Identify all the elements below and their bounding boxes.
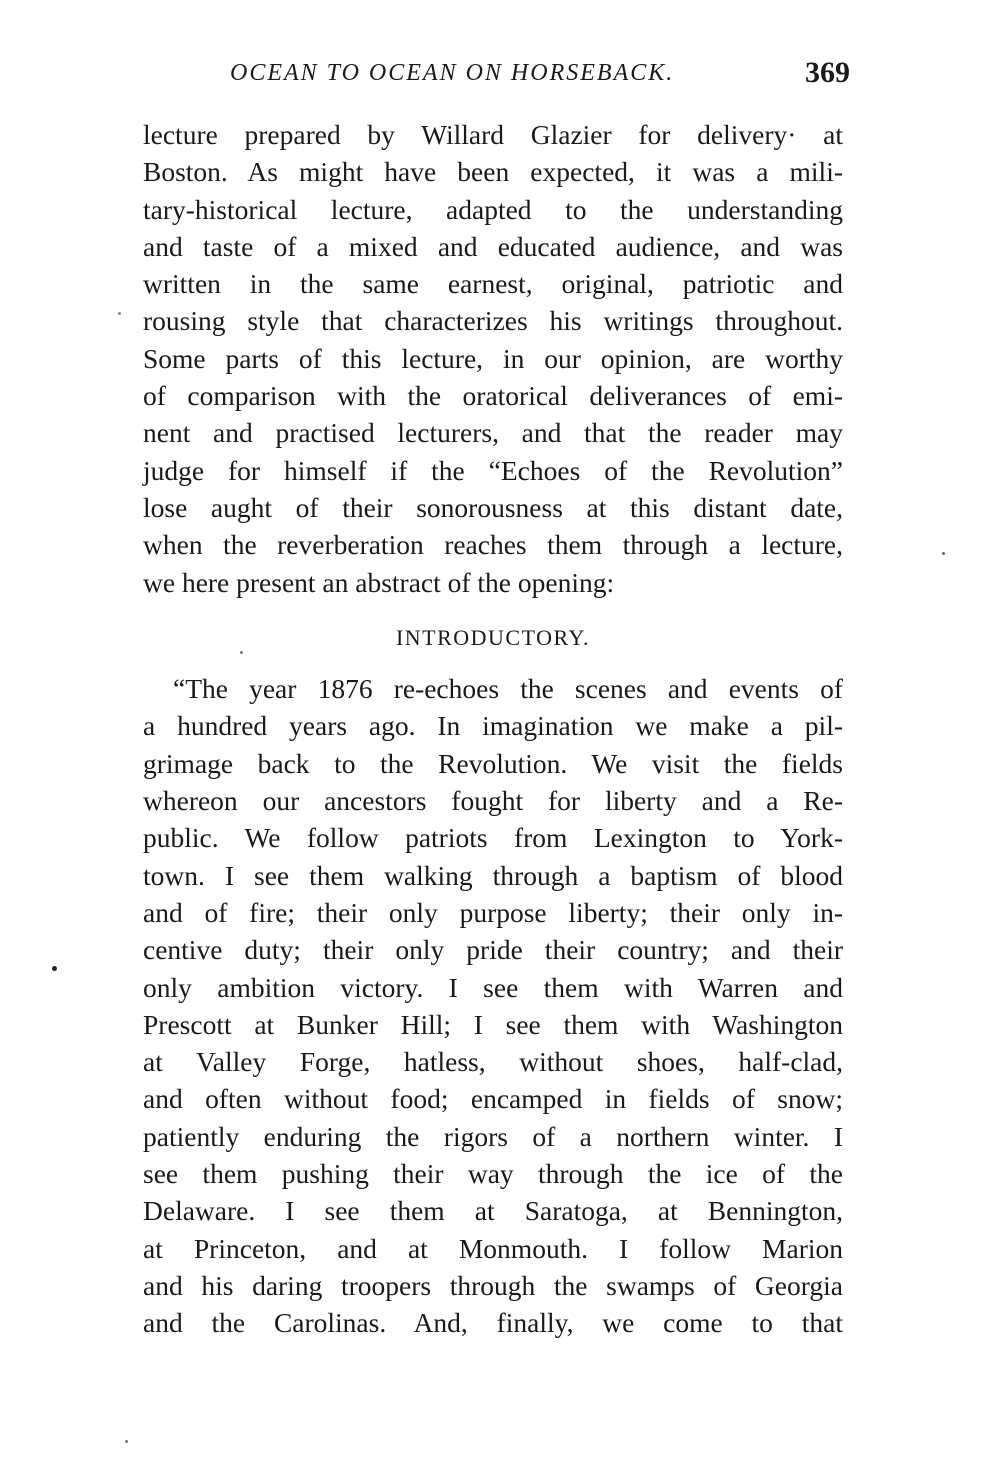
body-text <box>143 116 843 1342</box>
text-line: and taste of a mixed and educated audience, and was <box>143 230 843 262</box>
text-line: Boston. As might have been expected, it was a mili- <box>143 156 843 188</box>
section-heading: INTRODUCTORY. <box>395 624 591 650</box>
scan-speck <box>240 651 243 654</box>
text-line: Delaware. I see them at Saratoga, at Bennington, <box>143 1195 843 1227</box>
scan-speck <box>52 966 57 971</box>
text-line: nent and practised lecturers, and that the reader may <box>143 417 843 449</box>
text-line: “The year 1876 re-echoes the scenes and events of <box>173 673 843 705</box>
text-line: patiently enduring the rigors of a northern winter. I <box>143 1120 843 1152</box>
scan-speck <box>118 312 121 315</box>
page-number: 369 <box>805 56 850 89</box>
text-line: Prescott at Bunker Hill; I see them with Washington <box>143 1008 843 1040</box>
scan-speck <box>942 552 945 555</box>
text-line: and often without food; encamped in fields of snow; <box>143 1083 843 1115</box>
text-line: and the Carolinas. And, finally, we come to that <box>143 1307 843 1339</box>
text-line: and his daring troopers through the swamps of Georgia <box>143 1269 843 1301</box>
text-line: tary-historical lecture, adapted to the understanding <box>143 193 843 225</box>
paragraph-1 <box>143 116 843 601</box>
page-header <box>230 56 850 96</box>
text-line: see them pushing their way through the ice of the <box>143 1158 843 1190</box>
text-line: public. We follow patriots from Lexington to York- <box>143 822 843 854</box>
text-line: lecture prepared by Willard Glazier for delivery· at <box>143 119 843 150</box>
scan-speck <box>125 1440 128 1443</box>
running-title: OCEAN TO OCEAN ON HORSEBACK. <box>230 60 675 86</box>
text-line: whereon our ancestors fought for liberty and a Re- <box>143 785 843 817</box>
text-line: rousing style that characterizes his writings throughout. <box>143 305 843 337</box>
text-line: we here present an abstract of the opening: <box>143 566 615 598</box>
text-line: and of fire; their only purpose liberty; their only in- <box>143 896 843 928</box>
text-line: town. I see them walking through a baptism of blood <box>143 859 843 891</box>
text-line: at Princeton, and at Monmouth. I follow Marion <box>143 1232 843 1264</box>
text-line: when the reverberation reaches them through a lecture, <box>143 529 843 561</box>
text-line: centive duty; their only pride their country; and their <box>143 934 843 966</box>
text-line: grimage back to the Revolution. We visit the fields <box>143 747 843 779</box>
text-line: at Valley Forge, hatless, without shoes, half-clad, <box>143 1046 843 1078</box>
text-line: of comparison with the oratorical deliverances of emi- <box>143 380 843 412</box>
text-line: only ambition victory. I see them with Warren and <box>143 971 843 1003</box>
text-line: judge for himself if the “Echoes of the Revolution” <box>143 454 843 486</box>
paragraph-2 <box>143 670 843 1341</box>
text-line: written in the same earnest, original, patriotic and <box>143 268 843 300</box>
text-line: Some parts of this lecture, in our opinion, are worthy <box>143 342 843 374</box>
text-line: lose aught of their sonorousness at this distant date, <box>143 491 843 523</box>
text-line: a hundred years ago. In imagination we make a pil- <box>143 710 843 742</box>
